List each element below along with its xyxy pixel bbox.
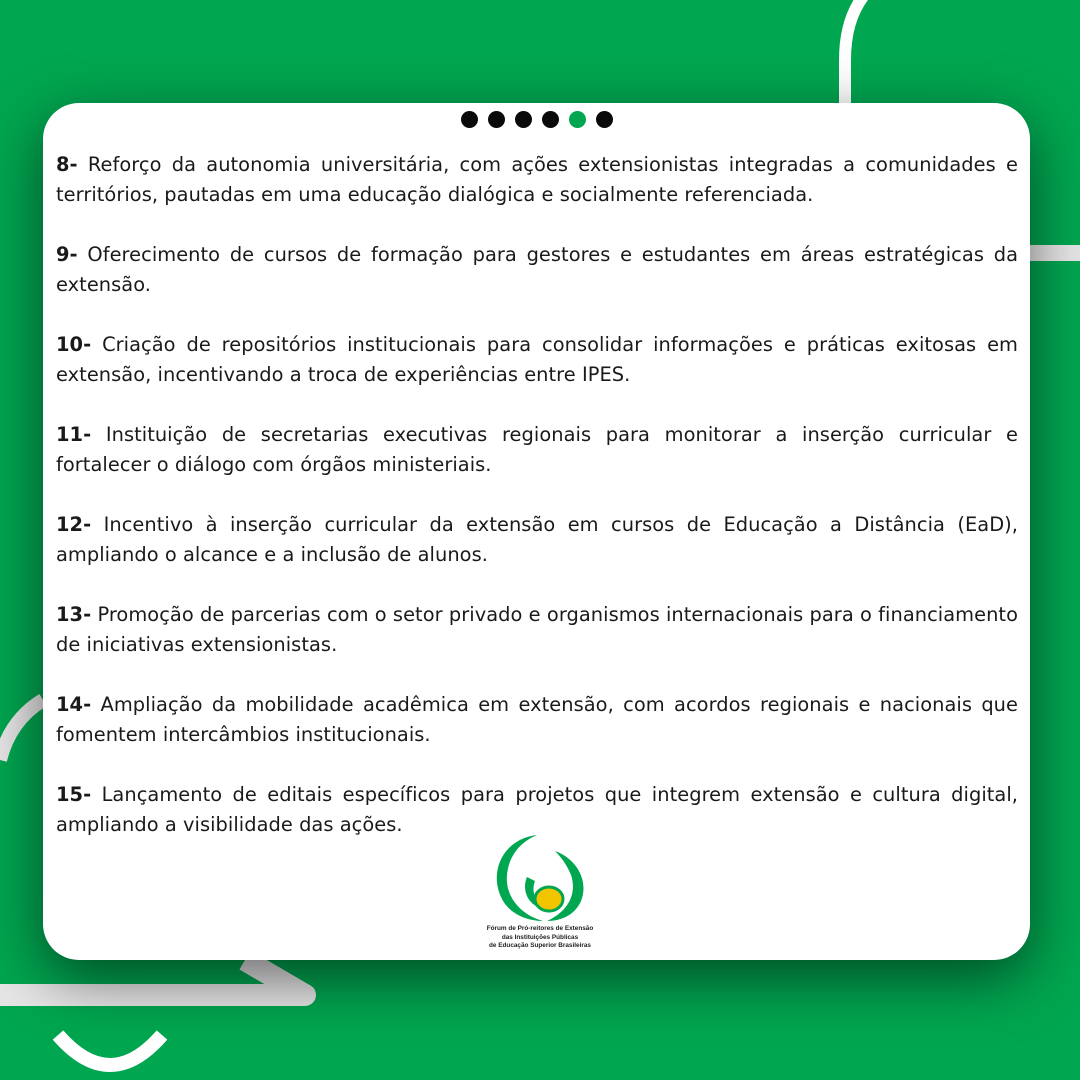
forproex-logo bbox=[485, 831, 595, 956]
list-item bbox=[56, 330, 1018, 390]
list-item bbox=[56, 690, 1018, 750]
item-text: Reforço da autonomia universitária, com ações extensionistas integradas a comunidades e territórios, pautadas em uma educação dialógica e socialmente referenciada. bbox=[56, 153, 1018, 206]
item-text: Instituição de secretarias executivas regionais para monitorar a inserção curricular e fortalecer o diálogo com órgãos ministeriais. bbox=[56, 423, 1018, 476]
page-dot-5-active[interactable] bbox=[569, 111, 586, 128]
page-dot-3[interactable] bbox=[515, 111, 532, 128]
content-card bbox=[43, 103, 1030, 960]
logo-line-2: das Instituições Públicas bbox=[501, 933, 579, 941]
list-item bbox=[56, 240, 1018, 300]
item-number: 8- bbox=[56, 153, 78, 176]
item-text: Criação de repositórios institucionais para consolidar informações e práticas exitosas em extensão, incentivando a troca de experiências entre IPES. bbox=[56, 333, 1018, 386]
item-number: 9- bbox=[56, 243, 78, 266]
proposal-list bbox=[56, 150, 1018, 870]
page-dot-1[interactable] bbox=[461, 111, 478, 128]
item-text: Ampliação da mobilidade acadêmica em extensão, com acordos regionais e nacionais que fomentem intercâmbios institucionais. bbox=[56, 693, 1019, 746]
logo-line-3: de Educação Superior Brasileiras bbox=[489, 942, 591, 949]
logo-caption bbox=[485, 925, 595, 951]
page-dot-4[interactable] bbox=[542, 111, 559, 128]
item-number: 10- bbox=[56, 333, 92, 356]
item-number: 13- bbox=[56, 603, 92, 626]
page-dot-2[interactable] bbox=[488, 111, 505, 128]
page-dot-6[interactable] bbox=[596, 111, 613, 128]
item-number: 15- bbox=[56, 783, 92, 806]
pagination-dots bbox=[43, 111, 1030, 128]
item-text: Promoção de parcerias com o setor privado e organismos internacionais para o financiamento de iniciativas extensionistas. bbox=[56, 603, 1018, 656]
list-item bbox=[56, 510, 1018, 570]
item-number: 11- bbox=[56, 423, 92, 446]
item-number: 14- bbox=[56, 693, 92, 716]
list-item bbox=[56, 420, 1018, 480]
item-text: Oferecimento de cursos de formação para gestores e estudantes em áreas estratégicas da extensão. bbox=[56, 243, 1018, 296]
item-number: 12- bbox=[56, 513, 92, 536]
item-text: Incentivo à inserção curricular da extensão em cursos de Educação a Distância (EaD), ampliando o alcance e a inclusão de alunos. bbox=[56, 513, 1019, 566]
item-text: Lançamento de editais específicos para projetos que integrem extensão e cultura digital, ampliando a visibilidade das ações. bbox=[56, 783, 1018, 836]
logo-mark-icon bbox=[485, 831, 595, 926]
list-item bbox=[56, 150, 1018, 210]
logo-line-1: Fórum de Pró-reitores de Extensão bbox=[486, 925, 594, 932]
list-item bbox=[56, 600, 1018, 660]
